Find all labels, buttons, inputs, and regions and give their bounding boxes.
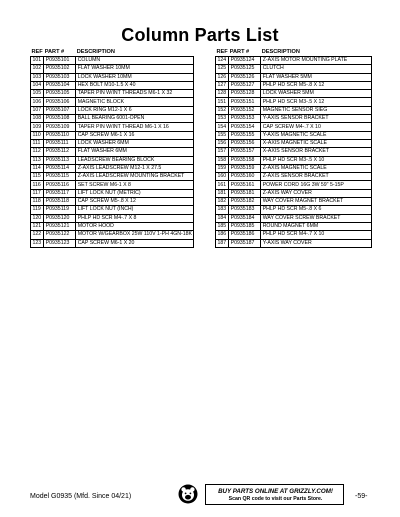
cell-description: MOTOR W/GEARBOX 25W 110V 1-PH 4GN-18K: [77, 231, 192, 238]
cell-part-number: P0935183: [229, 206, 261, 214]
cell-ref: 109: [31, 123, 44, 131]
cell-description: PHLP HD SCR M3-.5 X 12: [261, 98, 372, 106]
table-row: [216, 222, 372, 230]
cell-part-number: P0935182: [229, 198, 261, 206]
cell-ref: 126: [216, 73, 229, 81]
cell-part-number: P0935153: [229, 115, 261, 123]
cell-description: FLAT WASHER 10MM: [76, 65, 194, 73]
table-row: [31, 73, 194, 81]
cell-part-number: P0935111: [44, 139, 76, 147]
table-row: [216, 81, 372, 89]
grizzly-bear-logo: [178, 484, 198, 504]
cell-part-number: P0935156: [229, 139, 261, 147]
cell-description: LOCK WASHER 5MM: [261, 90, 372, 98]
header-description: DESCRIPTION: [261, 49, 300, 55]
cell-ref: 112: [31, 148, 44, 156]
cell-part-number: P0935115: [44, 173, 76, 181]
cell-description: PHLP HD SCR M4-.7 X 10: [261, 231, 372, 239]
table-row: [31, 123, 194, 131]
cell-ref: 157: [216, 148, 229, 156]
cell-ref: 159: [216, 164, 229, 172]
cell-description: Z-AXIS SENSOR BRACKET: [261, 173, 372, 181]
cell-ref: 104: [31, 81, 44, 89]
cell-ref: 116: [31, 181, 44, 189]
cell-description: LIFT LOCK NUT (METRIC): [76, 189, 194, 197]
banner-subtext: Scan QR code to visit our Parts Store.: [228, 496, 323, 502]
cell-ref: 118: [31, 198, 44, 206]
cell-description: TAPER PIN W/INT THREADS M6-1 X 32: [76, 90, 194, 98]
cell-part-number: P0935120: [44, 214, 76, 222]
table-row: [31, 131, 194, 139]
cell-description: TAPER PIN W/INT THREAD M6-1 X 16: [76, 123, 194, 131]
cell-part-number: P0935106: [44, 98, 76, 106]
table-row: [216, 98, 372, 106]
cell-ref: 117: [31, 189, 44, 197]
cell-ref: 101: [31, 57, 44, 65]
cell-description: LOCK WASHER 6MM: [76, 139, 194, 147]
table-row: [31, 164, 194, 172]
table-row: [31, 222, 194, 230]
table-row: [31, 189, 194, 197]
cell-part-number: P0935107: [44, 106, 76, 114]
footer-model: Model G0935 (Mfd. Since 04/21): [30, 493, 132, 500]
cell-part-number: P0935119: [44, 206, 76, 214]
header-part: PART #: [229, 49, 250, 55]
cell-ref: 151: [216, 98, 229, 106]
cell-part-number: P0935101: [44, 57, 76, 65]
cell-ref: 119: [31, 206, 44, 214]
cell-part-number: P0935186: [229, 231, 261, 239]
table-row: [31, 90, 194, 98]
cell-ref: 111: [31, 139, 44, 147]
cell-description: Z-AXIS LEADSCREW MOUNTING BRACKET: [76, 173, 194, 181]
cell-part-number: P0935158: [229, 156, 261, 164]
cell-description: Z-AXIS MAGNETIC SCALE: [261, 164, 372, 172]
banner-headline: BUY PARTS ONLINE AT GRIZZLY.COM!: [218, 488, 333, 495]
cell-ref: 182: [216, 198, 229, 206]
cell-ref: 181: [216, 189, 229, 197]
cell-ref: 153: [216, 115, 229, 123]
table-row: [31, 156, 194, 164]
cell-description: Y-AXIS MAGNETIC SCALE: [261, 131, 372, 139]
buy-parts-banner[interactable]: [205, 484, 344, 505]
table-row: [216, 164, 372, 172]
table-row: [216, 139, 372, 147]
cell-ref: 106: [31, 98, 44, 106]
cell-part-number: P0935122: [44, 231, 76, 239]
table-row: [216, 173, 372, 181]
parts-table-right: [215, 47, 372, 248]
cell-ref: 122: [31, 231, 44, 239]
cell-description: Z-AXIS LEADSCREW M12-1 X 27.5: [76, 164, 194, 172]
cell-ref: 110: [31, 131, 44, 139]
cell-ref: 120: [31, 214, 44, 222]
table-row: [31, 198, 194, 206]
cell-description: BALL BEARING 6001-OPEN: [76, 115, 194, 123]
cell-description: PHLP HD SCR M3-.5 X 10: [261, 156, 372, 164]
cell-description: MOTOR HOOD: [76, 222, 194, 230]
cell-ref: 184: [216, 214, 229, 222]
cell-part-number: P0935154: [229, 123, 261, 131]
parts-table: [215, 47, 372, 248]
cell-description: WAY COVER SCREW BRACKET: [261, 214, 372, 222]
cell-description: PHLP HD SCR M5-.8 X 6: [261, 206, 372, 214]
table-row: [31, 173, 194, 181]
cell-part-number: P0935185: [229, 222, 261, 230]
cell-part-number: P0935110: [44, 131, 76, 139]
table-body-right: [216, 57, 372, 248]
cell-ref: 128: [216, 90, 229, 98]
cell-part-number: P0935157: [229, 148, 261, 156]
cell-part-number: P0935108: [44, 115, 76, 123]
cell-ref: 127: [216, 81, 229, 89]
cell-part-number: P0935187: [229, 239, 261, 247]
cell-description: LOCK WASHER 10MM: [76, 73, 194, 81]
table-row: [216, 214, 372, 222]
cell-part-number: P0935161: [229, 181, 261, 189]
cell-ref: 115: [31, 173, 44, 181]
cell-ref: 158: [216, 156, 229, 164]
table-row: [216, 65, 372, 73]
table-row: [216, 198, 372, 206]
cell-ref: 160: [216, 173, 229, 181]
cell-ref: 125: [216, 65, 229, 73]
cell-part-number: P0935128: [229, 90, 261, 98]
cell-ref: 186: [216, 231, 229, 239]
cell-part-number: P0935117: [44, 189, 76, 197]
cell-description: X-AXIS MAGNETIC SCALE: [261, 139, 372, 147]
table-row: [216, 57, 372, 65]
cell-ref: 121: [31, 222, 44, 230]
table-row: [216, 148, 372, 156]
cell-description: FLAT WASHER 5MM: [261, 73, 372, 81]
table-row: [31, 115, 194, 123]
cell-part-number: P0935112: [44, 148, 76, 156]
table-header-row: [31, 47, 194, 57]
cell-ref: 105: [31, 90, 44, 98]
cell-part-number: P0935121: [44, 222, 76, 230]
table-row: [216, 73, 372, 81]
cell-description: LIFT LOCK NUT (INCH): [76, 206, 194, 214]
table-row: [216, 231, 372, 239]
cell-ref: 183: [216, 206, 229, 214]
cell-part-number: P0935116: [44, 181, 76, 189]
table-row: [31, 98, 194, 106]
cell-part-number: P0935123: [44, 239, 76, 247]
cell-description: Y-AXIS WAY COVER: [261, 239, 372, 247]
cell-description: Z-AXIS WAY COVER: [261, 189, 372, 197]
cell-ref: 161: [216, 181, 229, 189]
table-row: [31, 148, 194, 156]
cell-description: LEADSCREW BEARING BLOCK: [76, 156, 194, 164]
table-row: [31, 81, 194, 89]
cell-description: MAGNETIC BLOCK: [76, 98, 194, 106]
table-row: [31, 65, 194, 73]
cell-part-number: P0935124: [229, 57, 261, 65]
cell-ref: 154: [216, 123, 229, 131]
cell-ref: 185: [216, 222, 229, 230]
table-row: [31, 231, 194, 239]
cell-ref: 124: [216, 57, 229, 65]
cell-description: Z-AXIS MOTOR MOUNTING PLATE: [261, 57, 372, 65]
cell-part-number: P0935159: [229, 164, 261, 172]
cell-part-number: P0935109: [44, 123, 76, 131]
cell-description: MAGNETIC SENSOR SIEG: [261, 106, 372, 114]
cell-part-number: P0935152: [229, 106, 261, 114]
table-row: [216, 106, 372, 114]
header-description: DESCRIPTION: [76, 49, 115, 55]
table-row: [216, 239, 372, 247]
table-row: [216, 90, 372, 98]
cell-ref: 108: [31, 115, 44, 123]
table-row: [31, 181, 194, 189]
table-body-left: [31, 57, 194, 248]
cell-part-number: P0935155: [229, 131, 261, 139]
cell-ref: 123: [31, 239, 44, 247]
table-row: [216, 181, 372, 189]
cell-part-number: P0935118: [44, 198, 76, 206]
cell-description: FLAT WASHER 6MM: [76, 148, 194, 156]
cell-part-number: P0935160: [229, 173, 261, 181]
cell-description: HEX BOLT M10-1.5 X 40: [76, 81, 194, 89]
cell-part-number: P0935102: [44, 65, 76, 73]
cell-part-number: P0935103: [44, 73, 76, 81]
cell-ref: 103: [31, 73, 44, 81]
table-row: [31, 139, 194, 147]
cell-part-number: P0935104: [44, 81, 76, 89]
header-ref: REF: [216, 49, 228, 55]
table-row: [31, 106, 194, 114]
cell-part-number: P0935125: [229, 65, 261, 73]
cell-ref: 187: [216, 239, 229, 247]
header-ref: REF: [31, 49, 43, 55]
cell-description: PHLP HD SCR M4-.7 X 8: [76, 214, 194, 222]
cell-description: PHLP HD SCR M5-.8 X 12: [261, 81, 372, 89]
table-row: [31, 57, 194, 65]
header-part: PART #: [44, 49, 65, 55]
cell-description: POWER CORD 16G 3W 59" 5-15P: [261, 181, 372, 189]
cell-part-number: P0935126: [229, 73, 261, 81]
cell-ref: 152: [216, 106, 229, 114]
table-row: [216, 189, 372, 197]
cell-part-number: P0935127: [229, 81, 261, 89]
cell-part-number: P0935113: [44, 156, 76, 164]
parts-table-left: [30, 47, 194, 248]
table-row: [216, 123, 372, 131]
cell-part-number: P0935105: [44, 90, 76, 98]
cell-description: COLUMN: [76, 57, 194, 65]
table-row: [216, 131, 372, 139]
cell-description: CLUTCH: [261, 65, 372, 73]
cell-description: Y-AXIS SENSOR BRACKET: [261, 115, 372, 123]
table-row: [216, 206, 372, 214]
cell-description: CAP SCREW M5-.8 X 12: [76, 198, 194, 206]
parts-table: [30, 47, 194, 248]
table-row: [31, 206, 194, 214]
table-row: [216, 115, 372, 123]
cell-description: LOCK RING M12-1 X 6: [76, 106, 194, 114]
cell-description: CAP SCREW M6-1 X 20: [76, 239, 194, 247]
cell-ref: 155: [216, 131, 229, 139]
page-number: -59-: [355, 493, 368, 500]
cell-description: CAP SCREW M4-.7 X 10: [261, 123, 372, 131]
cell-part-number: P0935114: [44, 164, 76, 172]
table-row: [31, 214, 194, 222]
cell-ref: 113: [31, 156, 44, 164]
table-header-row: [216, 47, 372, 57]
cell-ref: 107: [31, 106, 44, 114]
cell-part-number: P0935151: [229, 98, 261, 106]
cell-description: SET SCREW M6-1 X 8: [76, 181, 194, 189]
cell-description: WAY COVER MAGNET BRACKET: [261, 198, 372, 206]
cell-ref: 156: [216, 139, 229, 147]
page-title: Column Parts List: [121, 25, 279, 45]
cell-part-number: P0935181: [229, 189, 261, 197]
table-row: [216, 156, 372, 164]
table-row: [31, 239, 194, 247]
cell-ref: 102: [31, 65, 44, 73]
cell-description: X-AXIS SENSOR BRACKET: [261, 148, 372, 156]
cell-description: ROUND MAGNET 6MM: [261, 222, 372, 230]
cell-part-number: P0935184: [229, 214, 261, 222]
cell-ref: 114: [31, 164, 44, 172]
cell-description: CAP SCREW M6-1 X 16: [76, 131, 194, 139]
